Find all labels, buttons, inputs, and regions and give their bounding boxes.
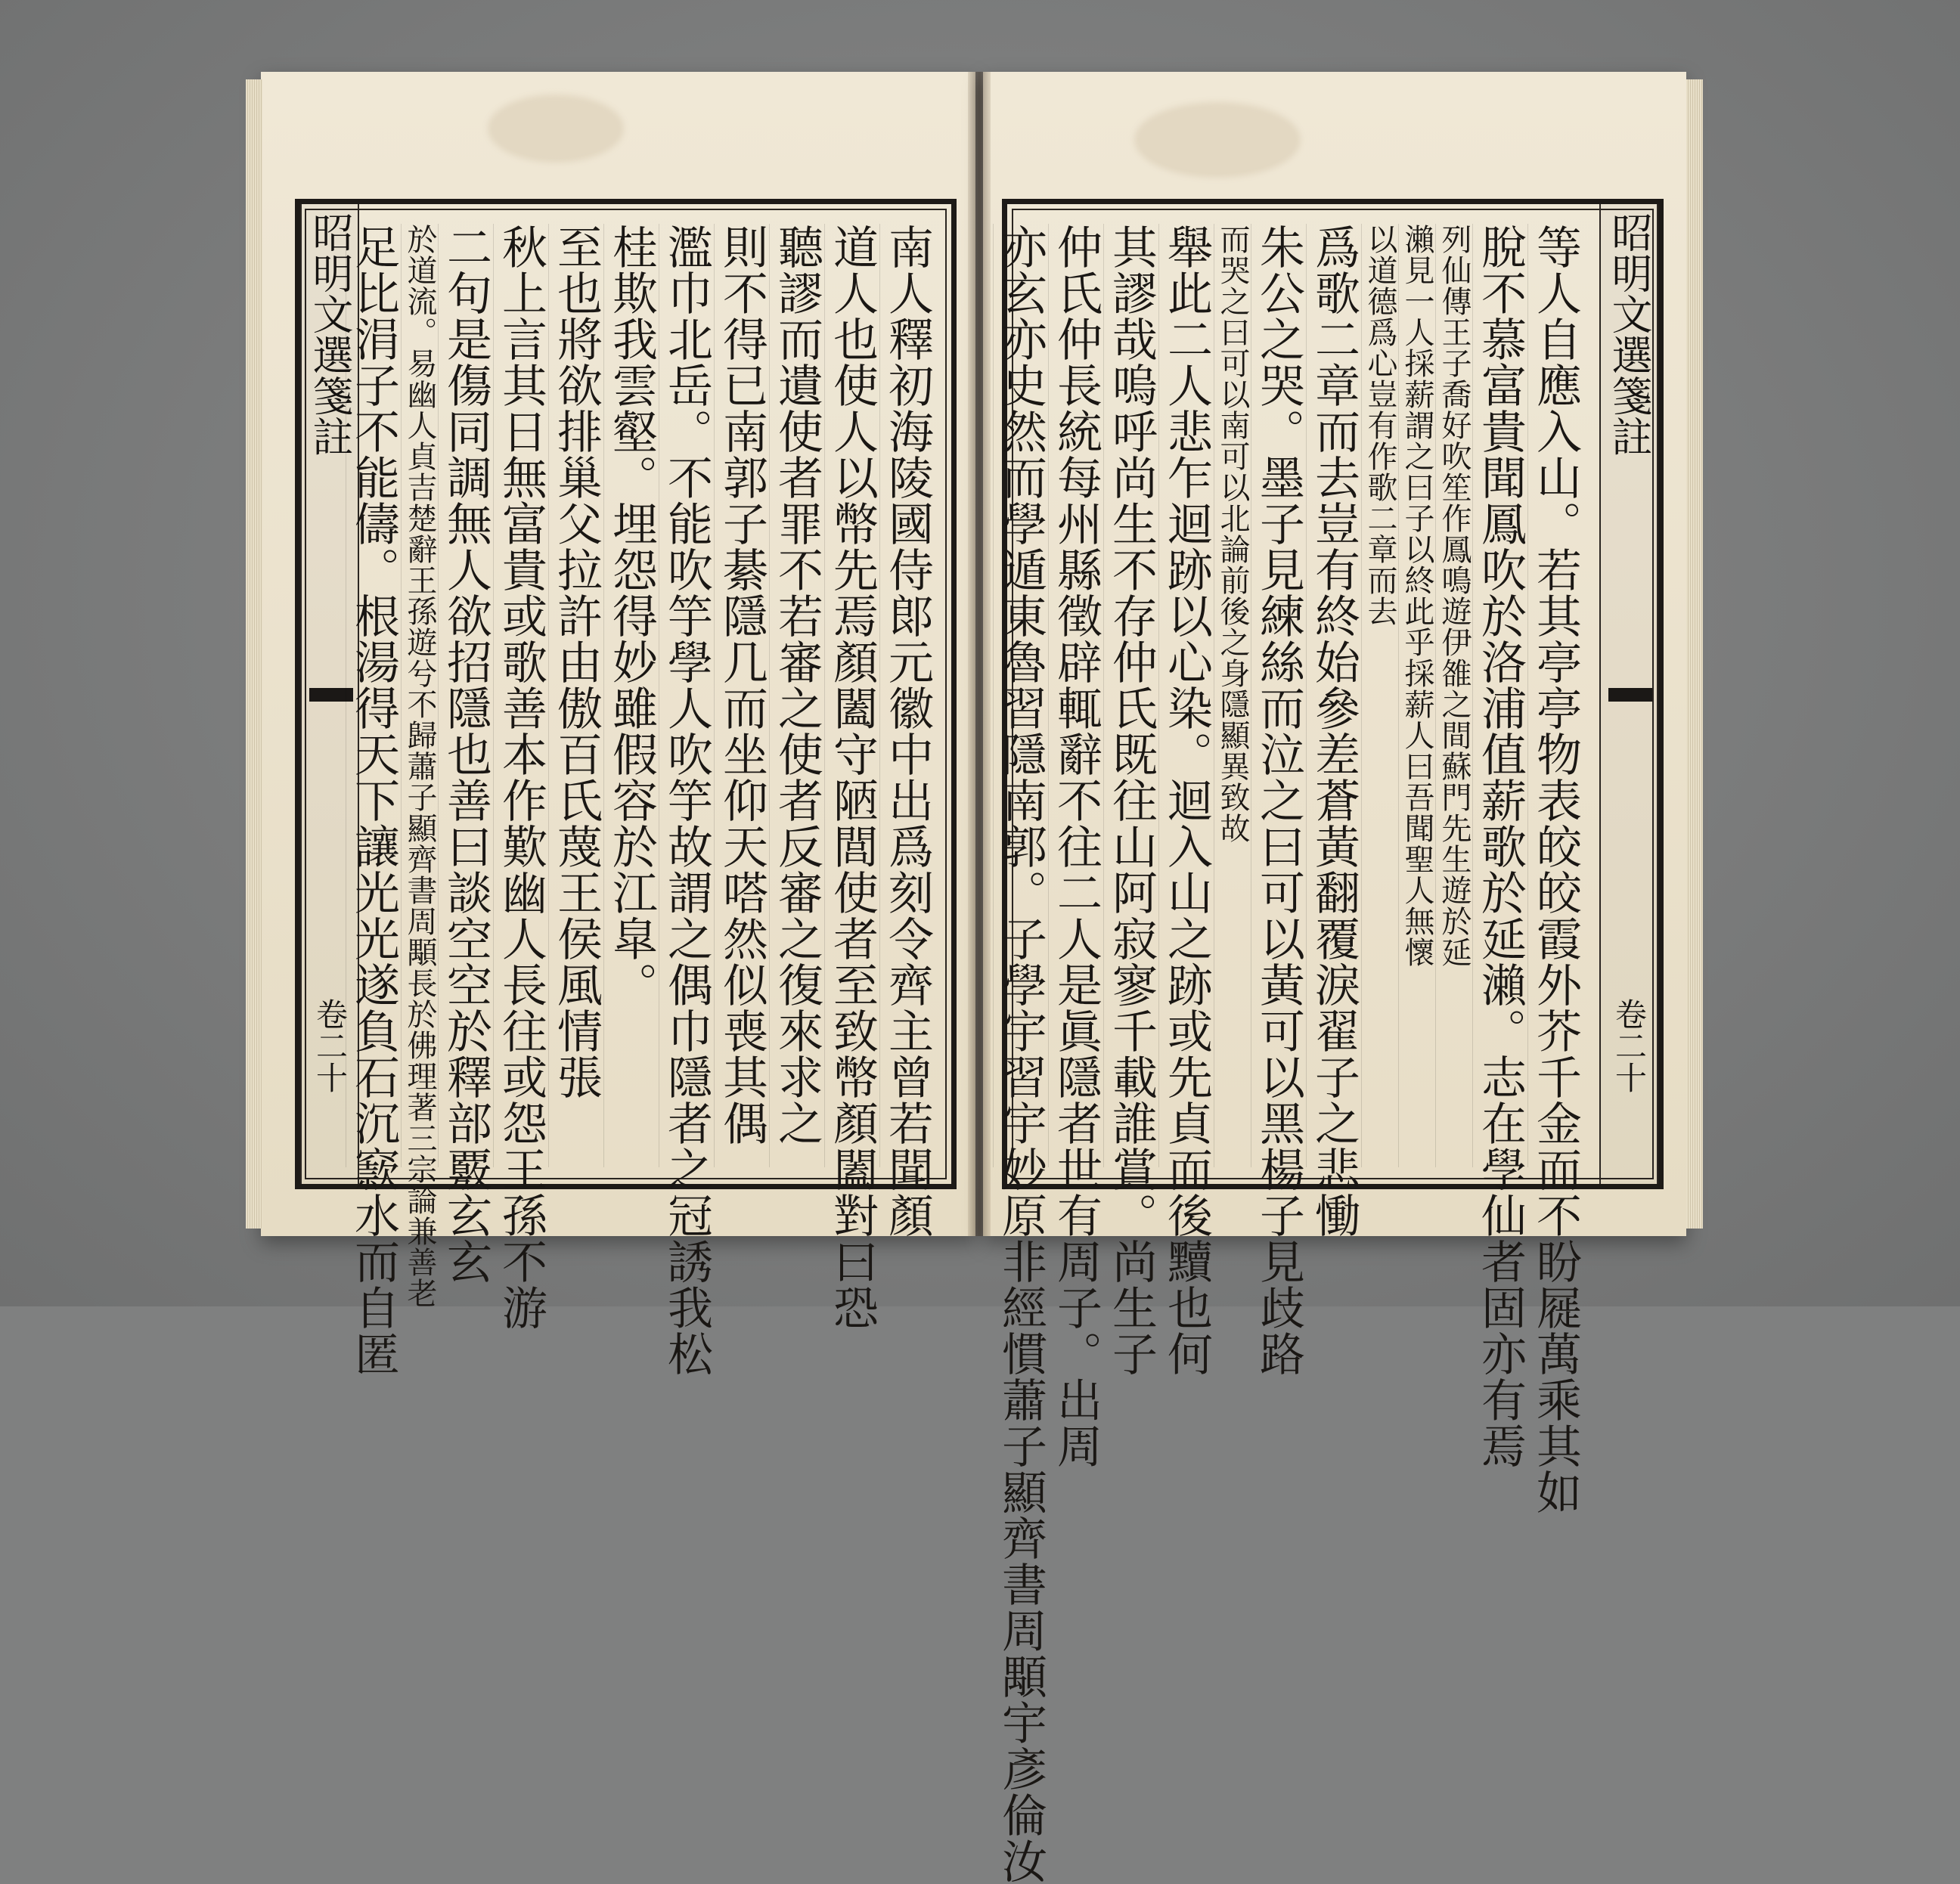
text-column: 南人釋初海陵國侍郞元徽中出爲刻令齊主曾若聞顏: [881, 224, 934, 1238]
text-column: 舉此二人悲乍迴跡以心染。迴入山之跡或先貞而後黷也何: [1160, 224, 1213, 1377]
text-column: 而哭之曰可以南可以北論前後之身隱顯異致故: [1214, 224, 1251, 1167]
text-column: 仲氏仲長統每州縣徵辟輒辭不往二人是眞隱者世有周子。出周: [1050, 224, 1102, 1469]
text-column: 聽謬而遺使者罪不若審之使者反審之復來求之: [769, 224, 824, 1167]
text-column: 秋上言其日無富貴或歌善本作歎幽人長往或怨王孫不游: [495, 224, 547, 1331]
left-folio: 卷二十: [312, 998, 349, 1093]
left-text-frame: [295, 199, 957, 1377]
text-column: 濫巾北岳。不能吹竽學人吹竽故謂之偶巾隱者之冠誘我松: [660, 224, 713, 1377]
text-column: 道人也使人以幣先焉顏闔守陋閭使者至致幣顏闔對曰恐: [826, 224, 879, 1331]
left-page-edges: [246, 79, 262, 1229]
right-center-title: 昭明文選箋註: [1605, 212, 1653, 457]
text-column: 其謬哉嗚呼尚生不存仲氏既往山阿寂寥千載誰賞。尚生子: [1105, 224, 1158, 1377]
text-column: 桂欺我雲壑。埋怨得妙雖假容於江皐。: [603, 224, 659, 1167]
left-text-columns: [347, 224, 935, 1377]
text-column: 列仙傳王子喬好吹笙作鳳鳴遊伊雒之間蘇門先生遊於延: [1435, 224, 1472, 1167]
text-column: 至也將欲排巢父拉許由傲百氏蔑王侯風情張: [548, 224, 603, 1167]
paper-stain: [488, 95, 624, 163]
right-text-columns: [994, 224, 1583, 1884]
text-column: 於道流。易幽人貞吉楚辭王孫遊兮不歸蕭子顯齊書周顒長於佛理著三宗論兼善老: [402, 224, 437, 1309]
text-column: 脫不慕富貴聞鳳吹於洛浦值薪歌於延瀨。志在學仙者固亦有焉: [1474, 224, 1527, 1469]
text-column: 亦玄亦史然而學遁東魯習隱南郭。子學宇習宇妙原非經慣蕭子顯齊書周顒宇彥倫汝: [994, 224, 1047, 1884]
text-column: 爲歌二章而去豈有終始參差蒼黃翻覆淚翟子之悲慟: [1307, 224, 1360, 1238]
text-column: 以道德爲心豈有作歌二章而去: [1361, 224, 1398, 1167]
right-center-margin: [1599, 204, 1658, 1184]
text-column: 瀨見一人採薪謂之曰子以終此乎採薪人曰吾聞聖人無懷: [1398, 224, 1435, 1167]
open-book: [261, 72, 1686, 1884]
text-column: 則不得已南郭子綦隱几而坐仰天嗒然似喪其偶: [714, 224, 769, 1167]
right-text-frame: [994, 199, 1664, 1884]
text-column: 等人自應入山。若其亭亭物表皎皎霞外芥千金而不盼屣萬乘其如: [1529, 224, 1582, 1515]
left-center-title: 昭明文選箋註: [306, 212, 354, 457]
right-folio: 卷二十: [1611, 998, 1648, 1093]
text-column: 朱公之哭。墨子見練絲而泣之曰可以黃可以黑楊子見歧路: [1252, 224, 1305, 1377]
text-column: 二句是傷同調無人欲招隱也善曰談空空於釋部覈玄玄: [439, 224, 492, 1284]
book-gutter: [968, 72, 991, 1236]
text-column: 足比涓子不能儔。根湯得天下讓光光遂負石沉窾水而自匿: [347, 224, 400, 1377]
right-page-edges: [1686, 79, 1703, 1229]
fish-tail-mark: [1608, 688, 1652, 702]
paper-stain: [1134, 102, 1301, 178]
